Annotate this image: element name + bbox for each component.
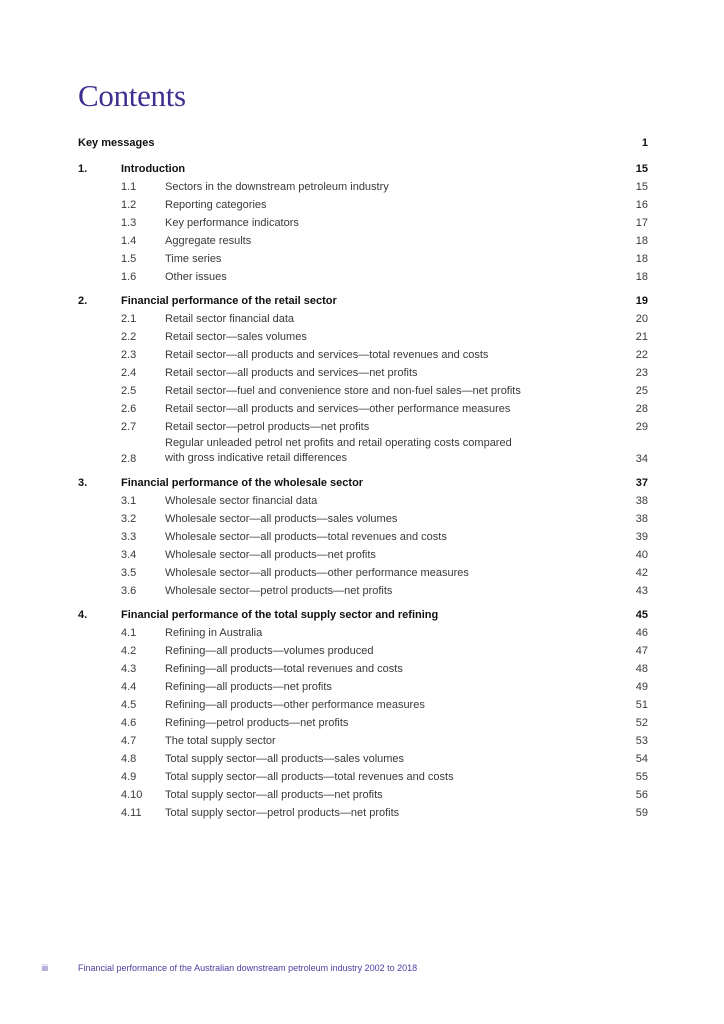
toc-section-label: Financial performance of the wholesale sector	[121, 476, 364, 489]
toc-subsection-number: 4.2	[121, 644, 137, 657]
toc-key-messages[interactable]	[78, 134, 648, 152]
toc-subsection-page: 20	[635, 313, 648, 325]
toc-subsection-label: Retail sector—sales volumes	[165, 331, 307, 343]
toc-subsection-label-wrap	[165, 696, 608, 714]
toc-subsection-number: 2.5	[121, 385, 137, 397]
toc-subsection-label: Wholesale sector—all products—other performance measures	[165, 566, 469, 579]
toc-subsection-label-wrap	[165, 346, 608, 364]
toc-subsection-label-wrap	[165, 310, 608, 328]
toc-subsection-2-8[interactable]	[78, 436, 648, 468]
toc-subsection-label: Retail sector—petrol products—net profits	[165, 421, 370, 433]
toc-subsection-number: 1.6	[121, 271, 137, 283]
toc-subsection-label-wrap	[165, 582, 608, 600]
toc-subsection-label: Refining in Australia	[165, 626, 263, 639]
toc-subsection-4-1[interactable]	[78, 624, 648, 642]
toc-subsection-label-wrap	[165, 786, 608, 804]
toc-subsection-label: Retail sector—all products and services—net profits	[165, 367, 418, 379]
toc-subsection-number: 1.2	[121, 199, 137, 211]
toc-subsection-1-6[interactable]	[78, 268, 648, 286]
toc-subsection-label: Total supply sector—petrol products—net profits	[165, 806, 400, 819]
toc-subsection-label: Total supply sector—all products—total revenues and costs	[165, 770, 454, 783]
page-title: Contents	[78, 78, 186, 113]
toc-subsection-4-11[interactable]	[78, 804, 648, 822]
toc-subsection-page: 56	[635, 788, 648, 801]
toc-subsection-label: Aggregate results	[165, 235, 252, 247]
toc-subsection-page: 17	[635, 217, 648, 229]
toc-subsection-page: 28	[635, 403, 648, 415]
toc-subsection-number: 1.3	[121, 217, 137, 229]
toc-subsection-label-wrap	[165, 678, 608, 696]
toc-section-number: 1.	[78, 163, 88, 175]
toc-subsection-label-wrap	[165, 528, 608, 546]
toc-subsection-label-wrap	[165, 364, 608, 382]
toc-subsection-1-2[interactable]	[78, 196, 648, 214]
toc-subsection-4-9[interactable]	[78, 768, 648, 786]
toc-subsection-3-2[interactable]	[78, 510, 648, 528]
toc-subsection-label: Sectors in the downstream petroleum industry	[165, 181, 389, 193]
toc-subsection-number: 2.4	[121, 367, 137, 379]
toc-entry-page: 1	[641, 137, 648, 149]
toc-subsection-label: Key performance indicators	[165, 217, 299, 229]
toc-subsection-page: 39	[635, 530, 648, 543]
toc-subsection-number: 2.3	[121, 349, 137, 361]
toc-section-number: 3.	[78, 476, 88, 489]
toc-subsection-3-1[interactable]	[78, 492, 648, 510]
toc-subsection-3-5[interactable]	[78, 564, 648, 582]
table-of-contents	[78, 134, 648, 822]
toc-subsection-page: 54	[635, 752, 648, 765]
toc-subsection-label-wrap	[165, 546, 608, 564]
toc-subsection-label-wrap	[165, 250, 608, 268]
toc-subsection-label: Retail sector—fuel and convenience store and non-fuel sales—net profits	[165, 385, 521, 397]
toc-subsection-page: 16	[635, 199, 648, 211]
toc-section-page: 37	[635, 476, 648, 489]
toc-subsection-page: 47	[635, 644, 648, 657]
toc-subsection-page: 42	[635, 566, 648, 579]
toc-subsection-4-8[interactable]	[78, 750, 648, 768]
toc-subsection-3-4[interactable]	[78, 546, 648, 564]
footer-page-number: iii	[42, 963, 48, 973]
toc-subsection-label-wrap	[165, 214, 608, 232]
toc-subsection-label: Wholesale sector—all products—sales volumes	[165, 512, 398, 525]
toc-subsection-number: 3.2	[121, 512, 137, 525]
toc-section-page: 19	[635, 295, 648, 307]
toc-subsection-4-5[interactable]	[78, 696, 648, 714]
toc-subsection-number: 3.6	[121, 584, 137, 597]
toc-subsection-number: 1.1	[121, 181, 137, 193]
toc-subsection-page: 46	[635, 626, 648, 639]
toc-subsection-page: 40	[635, 548, 648, 561]
toc-subsection-page: 18	[635, 271, 648, 283]
toc-subsection-page: 18	[635, 253, 648, 265]
toc-subsection-label-wrap	[165, 564, 608, 582]
toc-subsection-number: 4.10	[121, 788, 143, 801]
toc-subsection-number: 4.3	[121, 662, 137, 675]
toc-subsection-number: 4.1	[121, 626, 137, 639]
toc-subsection-1-5[interactable]	[78, 250, 648, 268]
toc-subsection-label: Regular unleaded petrol net profits and retail operating costs compared	[165, 437, 512, 449]
toc-subsection-page: 51	[635, 698, 648, 711]
toc-subsection-1-3[interactable]	[78, 214, 648, 232]
toc-subsection-page: 43	[635, 584, 648, 597]
toc-section-1[interactable]	[78, 160, 648, 178]
toc-subsection-number: 3.3	[121, 530, 137, 543]
toc-subsection-page: 25	[635, 385, 648, 397]
toc-subsection-label-wrap	[165, 732, 608, 750]
toc-subsection-number: 3.1	[121, 494, 137, 507]
toc-subsection-4-7[interactable]	[78, 732, 648, 750]
toc-subsection-label-wrap	[165, 750, 608, 768]
toc-subsection-2-2[interactable]	[78, 328, 648, 346]
toc-subsection-label: Wholesale sector—petrol products—net profits	[165, 584, 393, 597]
toc-section-number: 2.	[78, 295, 88, 307]
toc-subsection-label: Wholesale sector financial data	[165, 494, 318, 507]
toc-subsection-label-wrap	[165, 492, 608, 510]
toc-section-label: Financial performance of the retail sector	[121, 295, 337, 307]
toc-subsection-number: 3.5	[121, 566, 137, 579]
toc-subsection-label-wrap	[165, 768, 608, 786]
toc-subsection-label: Retail sector—all products and services—total revenues and costs	[165, 349, 489, 361]
toc-subsection-page: 53	[635, 734, 648, 747]
toc-subsection-4-10[interactable]	[78, 786, 648, 804]
toc-section-label: Introduction	[121, 163, 186, 175]
toc-subsection-label: Refining—petrol products—net profits	[165, 716, 349, 729]
toc-subsection-number: 1.4	[121, 235, 137, 247]
toc-subsection-label-wrap	[165, 400, 608, 418]
toc-subsection-page: 52	[635, 716, 648, 729]
toc-subsection-2-6[interactable]	[78, 400, 648, 418]
toc-subsection-number: 1.5	[121, 253, 137, 265]
toc-subsection-4-3[interactable]	[78, 660, 648, 678]
page-footer	[42, 963, 417, 973]
toc-subsection-page: 59	[635, 806, 648, 819]
toc-subsection-label-wrap	[165, 642, 608, 660]
toc-subsection-label-wrap	[165, 624, 608, 642]
toc-subsection-1-4[interactable]	[78, 232, 648, 250]
toc-subsection-2-7[interactable]	[78, 418, 648, 436]
toc-subsection-3-6[interactable]	[78, 582, 648, 600]
toc-subsection-number: 2.1	[121, 313, 137, 325]
toc-subsection-label-wrap	[165, 232, 608, 250]
toc-subsection-number: 2.7	[121, 421, 137, 433]
toc-subsection-label-wrap	[165, 804, 608, 822]
toc-subsection-label-wrap	[165, 196, 608, 214]
toc-subsection-number: 2.2	[121, 331, 137, 343]
toc-subsection-4-2[interactable]	[78, 642, 648, 660]
toc-entry-label: Key messages	[78, 137, 155, 149]
toc-subsection-label-wrap	[165, 660, 608, 678]
toc-subsection-label: Total supply sector—all products—net profits	[165, 788, 383, 801]
toc-subsection-4-6[interactable]	[78, 714, 648, 732]
toc-subsection-page: 18	[635, 235, 648, 247]
toc-section-page: 15	[635, 163, 648, 175]
toc-subsection-label: Refining—all products—volumes produced	[165, 644, 374, 657]
toc-subsection-3-3[interactable]	[78, 528, 648, 546]
toc-subsection-page: 15	[635, 181, 648, 193]
toc-subsection-label: Retail sector financial data	[165, 313, 295, 325]
toc-subsection-2-4[interactable]	[78, 364, 648, 382]
toc-section-2[interactable]	[78, 292, 648, 310]
toc-subsection-label: Refining—all products—net profits	[165, 680, 332, 693]
toc-subsection-2-1[interactable]	[78, 310, 648, 328]
toc-subsection-1-1[interactable]	[78, 178, 648, 196]
toc-subsection-label: The total supply sector	[165, 734, 276, 747]
toc-subsection-label: Wholesale sector—all products—net profits	[165, 548, 376, 561]
toc-subsection-number: 4.5	[121, 698, 137, 711]
toc-subsection-number: 4.6	[121, 716, 137, 729]
toc-subsection-number: 4.11	[121, 806, 142, 819]
toc-subsection-2-3[interactable]	[78, 346, 648, 364]
toc-section-3[interactable]	[78, 474, 648, 492]
footer-text: Financial performance of the Australian downstream petroleum industry 2002 to 2018	[78, 963, 418, 973]
toc-subsection-number: 4.4	[121, 680, 137, 693]
toc-subsection-page: 29	[635, 421, 648, 433]
toc-subsection-label: Retail sector—all products and services—other performance measures	[165, 403, 511, 415]
toc-subsection-number: 2.8	[121, 452, 137, 465]
toc-subsection-page: 48	[635, 662, 648, 675]
toc-subsection-page: 55	[635, 770, 648, 783]
toc-subsection-label-wrap	[165, 510, 608, 528]
toc-subsection-label-wrap	[165, 268, 608, 286]
toc-subsection-label: Refining—all products—total revenues and costs	[165, 662, 403, 675]
toc-subsection-label: Refining—all products—other performance measures	[165, 698, 425, 711]
toc-subsection-4-4[interactable]	[78, 678, 648, 696]
toc-subsection-number: 4.8	[121, 752, 137, 765]
toc-subsection-number: 3.4	[121, 548, 137, 561]
toc-section-4[interactable]	[78, 606, 648, 624]
toc-section-number: 4.	[78, 608, 88, 621]
toc-subsection-number: 4.9	[121, 770, 137, 783]
toc-subsection-label: Reporting categories	[165, 199, 267, 211]
toc-subsection-label-line2: with gross indicative retail differences	[165, 452, 347, 464]
toc-subsection-label: Wholesale sector—all products—total revenues and costs	[165, 530, 447, 543]
toc-subsection-label: Other issues	[165, 271, 227, 283]
toc-subsection-page: 38	[635, 512, 648, 525]
toc-subsection-2-5[interactable]	[78, 382, 648, 400]
toc-subsection-label: Time series	[165, 253, 222, 265]
toc-subsection-page: 21	[635, 331, 648, 343]
toc-subsection-label: Total supply sector—all products—sales volumes	[165, 752, 405, 765]
toc-subsection-page: 38	[635, 494, 648, 507]
toc-subsection-page: 23	[635, 367, 648, 379]
toc-subsection-number: 4.7	[121, 734, 137, 747]
toc-subsection-label-wrap	[165, 418, 608, 436]
toc-section-page: 45	[635, 608, 648, 621]
toc-subsection-label-wrap	[165, 328, 608, 346]
toc-subsection-label-wrap	[165, 382, 608, 400]
toc-subsection-label-wrap	[165, 436, 608, 468]
toc-subsection-page: 22	[635, 349, 648, 361]
toc-subsection-page: 34	[635, 452, 648, 465]
toc-subsection-label-wrap	[165, 178, 608, 196]
toc-subsection-number: 2.6	[121, 403, 137, 415]
toc-subsection-label-wrap	[165, 714, 608, 732]
toc-section-label: Financial performance of the total supply sector and refining	[121, 608, 439, 621]
toc-subsection-page: 49	[635, 680, 648, 693]
